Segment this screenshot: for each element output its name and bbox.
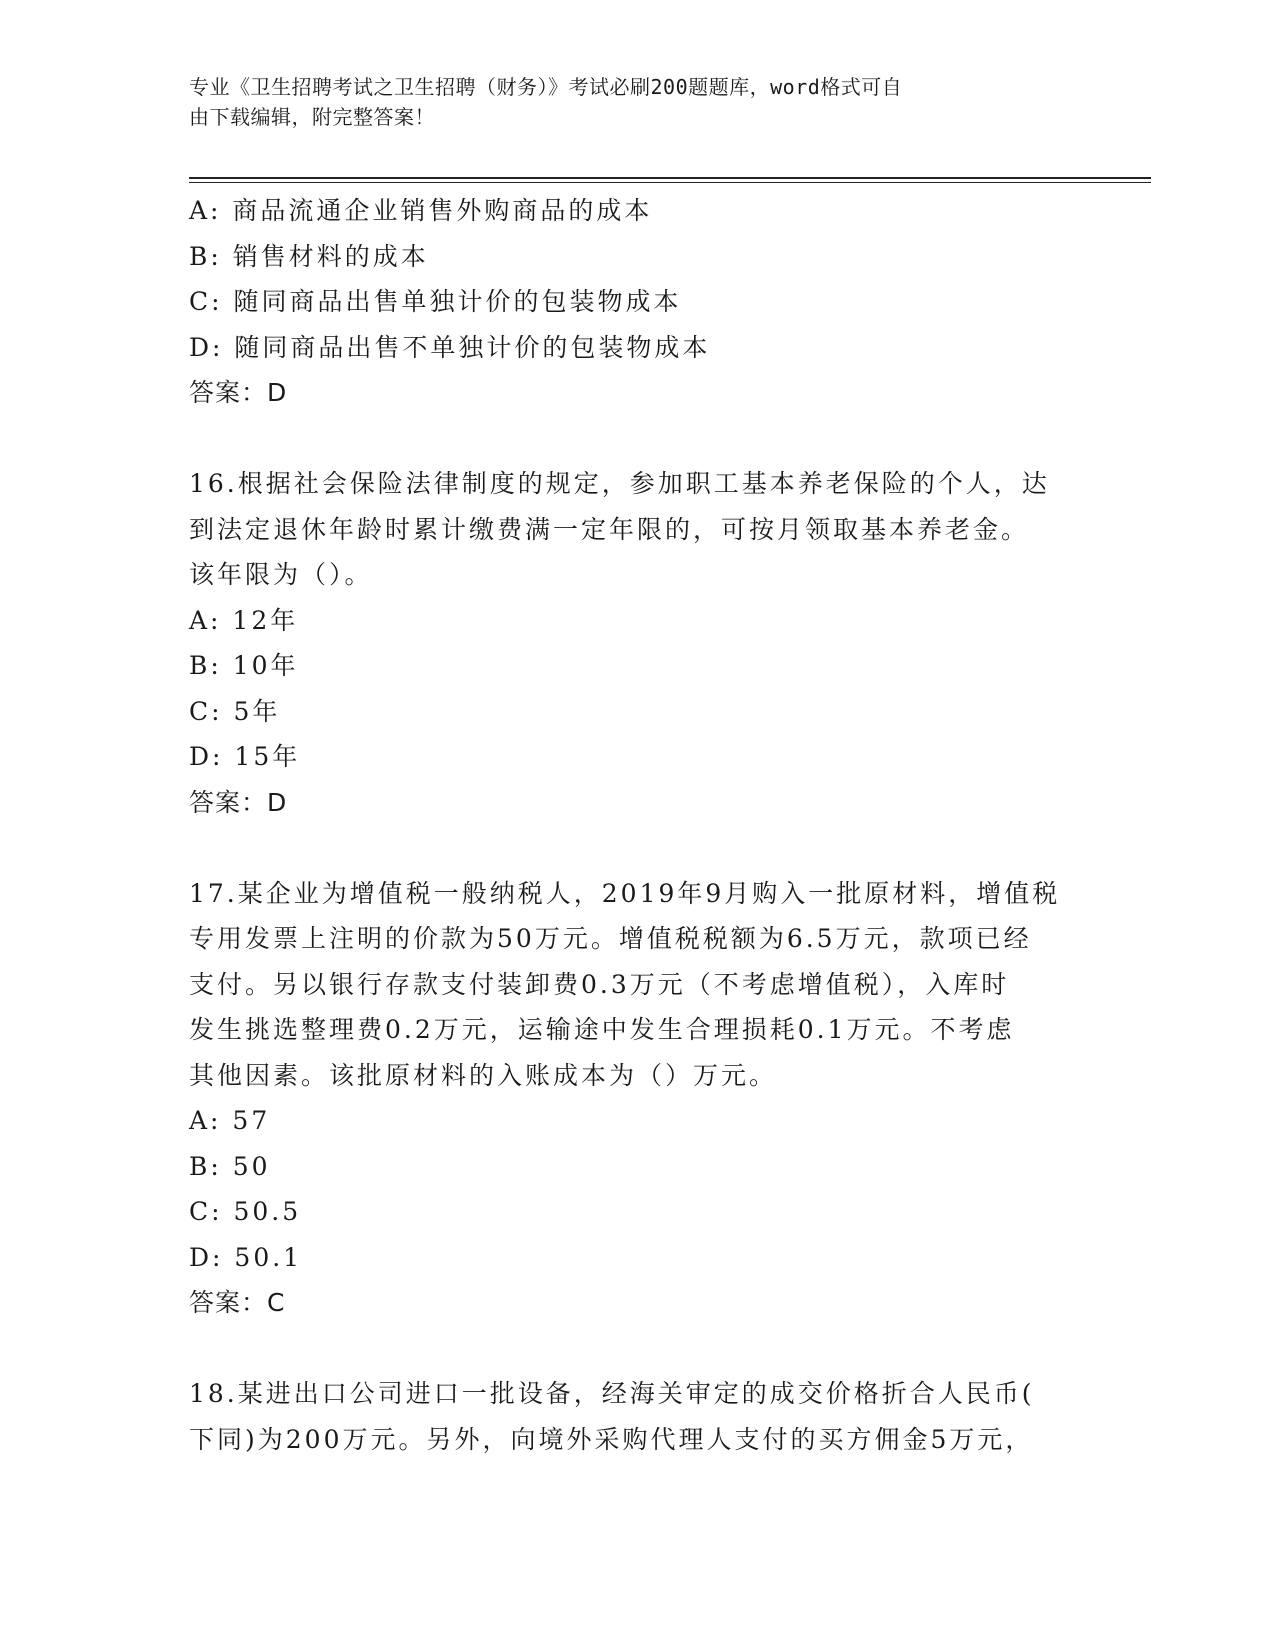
question-text-line: 16.根据社会保险法律制度的规定，参加职工基本养老保险的个人，达 xyxy=(189,469,1050,498)
option-b: B: 销售材料的成本 xyxy=(189,241,429,271)
question-18 xyxy=(189,1371,1089,1462)
answer: 答案：D xyxy=(189,787,288,817)
option-a: A: 商品流通企业销售外购商品的成本 xyxy=(189,196,653,225)
spacer xyxy=(189,825,1089,871)
header-divider-thick xyxy=(189,177,1151,179)
question-text-line: 18.某进出口公司进口一批设备，经海关审定的成交价格折合人民币( xyxy=(189,1379,1035,1408)
option-b: B: 50 xyxy=(189,1151,271,1181)
option-d: D: 随同商品出售不单独计价的包装物成本 xyxy=(189,332,711,362)
question-list xyxy=(189,188,1089,1462)
question-text-line: 其他因素。该批原材料的入账成本为（）万元。 xyxy=(189,1060,778,1090)
question-17 xyxy=(189,871,1089,1326)
header-line-2: 由下载编辑，附完整答案！ xyxy=(189,105,435,129)
question-text-line: 到法定退休年龄时累计缴费满一定年限的，可按月领取基本养老金。 xyxy=(189,514,1030,544)
question-text-line: 支付。另以银行存款支付装卸费0.3万元（不考虑增值税），入库时 xyxy=(189,969,1010,999)
header-divider-thin xyxy=(189,182,1151,183)
option-c: C: 50.5 xyxy=(189,1197,302,1226)
spacer xyxy=(189,1326,1089,1372)
question-text-line: 发生挑选整理费0.2万元，运输途中发生合理损耗0.1万元。不考虑 xyxy=(189,1015,1015,1044)
option-d: D: 50.1 xyxy=(189,1242,303,1272)
option-c: C: 随同商品出售单独计价的包装物成本 xyxy=(189,287,682,316)
header-line-1: 专业《卫生招聘考试之卫生招聘（财务）》考试必刷200题题库，word格式可自 xyxy=(189,75,903,99)
question-16 xyxy=(189,461,1089,825)
document-header xyxy=(189,72,1069,132)
option-d: D: 15年 xyxy=(189,742,301,771)
question-15 xyxy=(189,188,1089,416)
option-c: C: 5年 xyxy=(189,696,281,726)
answer: 答案：C xyxy=(189,1288,286,1317)
answer: 答案：D xyxy=(189,378,288,407)
spacer xyxy=(189,416,1089,462)
option-a: A: 12年 xyxy=(189,605,299,635)
option-a: A: 57 xyxy=(189,1106,271,1135)
question-text-line: 专用发票上注明的价款为50万元。增值税税额为6.5万元，款项已经 xyxy=(189,924,1032,953)
option-b: B: 10年 xyxy=(189,651,299,680)
question-text-line: 下同)为200万元。另外，向境外采购代理人支付的买方佣金5万元， xyxy=(189,1424,1034,1454)
question-text-line: 17.某企业为增值税一般纳税人，2019年9月购入一批原材料，增值税 xyxy=(189,878,1061,908)
question-text-line: 该年限为（）。 xyxy=(189,560,373,589)
